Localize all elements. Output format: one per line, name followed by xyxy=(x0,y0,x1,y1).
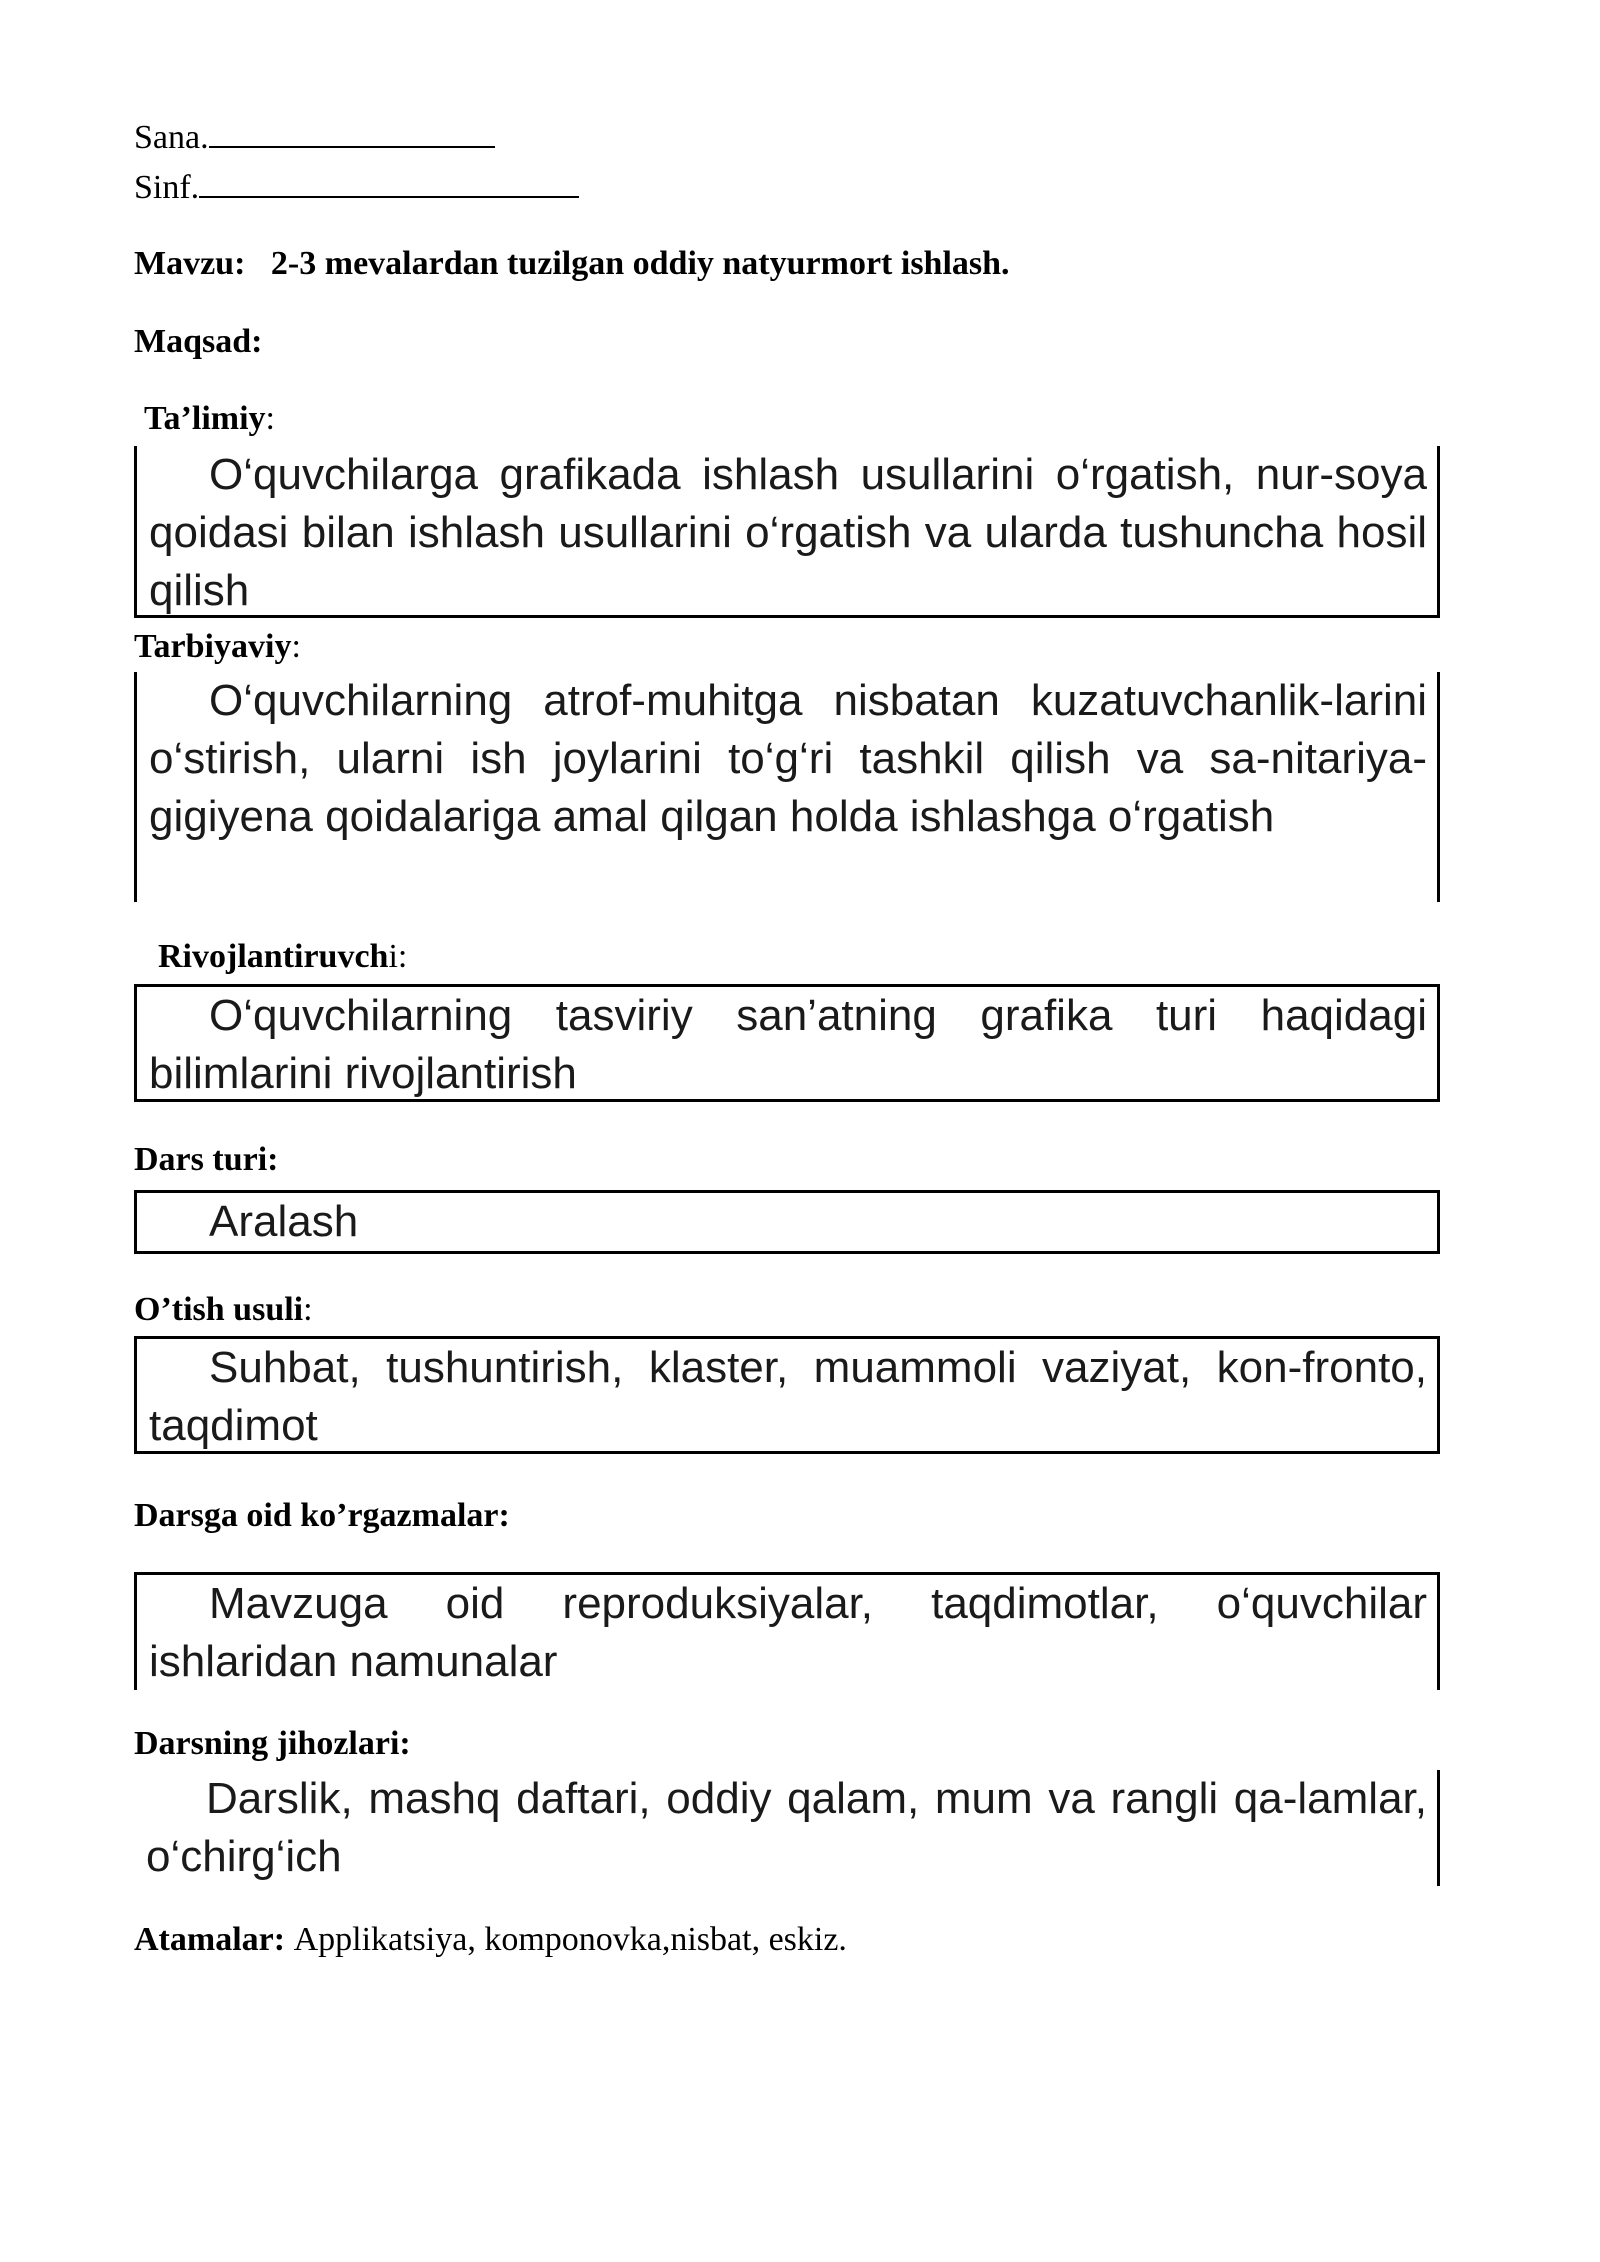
rivojlantiruvchi-label: Rivojlantiruvch xyxy=(158,938,389,975)
tarbiyaviy-text: O‘quvchilarning atrof-muhitga nisbatan kuzatuvchanlik-larini o‘stirish, ularni ish joylarini to‘g‘ri tashkil qilish va sa-nitariya-gigiyena qoidalariga amal qilgan holda ishlashga o‘rgatish xyxy=(149,676,1427,841)
otish-usuli-label: O’tish usuli xyxy=(134,1291,304,1328)
korgazmalar-heading xyxy=(134,1494,510,1538)
tarbiyaviy-box xyxy=(134,672,1440,902)
tarbiyaviy-label: Tarbiyaviy xyxy=(134,628,292,665)
otish-usuli-colon: : xyxy=(303,1291,313,1328)
talimiy-box xyxy=(134,446,1440,618)
talimiy-heading xyxy=(144,397,275,441)
mavzu-label: Mavzu: xyxy=(134,245,246,282)
maqsad-label: Maqsad: xyxy=(134,323,263,360)
atamalar-line xyxy=(134,1918,847,1962)
maqsad-line xyxy=(134,320,262,364)
talimiy-colon: : xyxy=(265,400,275,437)
korgazmalar-box xyxy=(134,1572,1440,1690)
talimiy-label: Ta’limiy xyxy=(144,400,266,437)
rivojlantiruvchi-text: O‘quvchilarning tasviriy san’atning grafika turi haqidagi bilimlarini rivojlantirish xyxy=(149,991,1427,1098)
dars-turi-heading xyxy=(134,1138,278,1182)
sinf-line xyxy=(134,166,579,210)
sana-line xyxy=(134,116,495,160)
sinf-label: Sinf. xyxy=(134,169,200,206)
korgazmalar-label: Darsga oid ko’rgazmalar: xyxy=(134,1497,510,1534)
jihozlar-heading xyxy=(134,1722,411,1766)
mavzu-text: 2-3 mevalardan tuzilgan oddiy natyurmort ishlash. xyxy=(270,245,1010,282)
otish-usuli-box xyxy=(134,1336,1440,1454)
korgazmalar-text: Mavzuga oid reproduksiyalar, taqdimotlar, o‘quvchilar ishlaridan namunalar xyxy=(149,1579,1427,1686)
rivojlantiruvchi-heading xyxy=(158,935,407,979)
dars-turi-box xyxy=(134,1190,1440,1254)
rivojlantiruvchi-label-tail: i: xyxy=(388,938,408,975)
tarbiyaviy-colon: : xyxy=(291,628,301,665)
tarbiyaviy-heading xyxy=(134,625,301,669)
otish-usuli-heading xyxy=(134,1288,313,1332)
dars-turi-text: Aralash xyxy=(209,1197,359,1246)
atamalar-text: Applikatsiya, komponovka,nisbat, eskiz. xyxy=(293,1921,847,1958)
rivojlantiruvchi-box xyxy=(134,984,1440,1102)
sinf-blank xyxy=(199,166,579,198)
dars-turi-label: Dars turi: xyxy=(134,1141,279,1178)
jihozlar-text: Darslik, mashq daftari, oddiy qalam, mum va rangli qa-lamlar, o‘chirg‘ich xyxy=(146,1774,1427,1881)
jihozlar-box xyxy=(134,1770,1440,1886)
jihozlar-label: Darsning jihozlari: xyxy=(134,1725,411,1762)
atamalar-label: Atamalar: xyxy=(134,1921,286,1958)
sana-label: Sana. xyxy=(134,119,209,156)
otish-usuli-text: Suhbat, tushuntirish, klaster, muammoli vaziyat, kon-fronto, taqdimot xyxy=(149,1343,1427,1450)
sana-blank xyxy=(209,116,495,148)
talimiy-text: O‘quvchilarga grafikada ishlash usullarini o‘rgatish, nur-soya qoidasi bilan ishlash usullarini o‘rgatish va ularda tushuncha hosil qilish xyxy=(149,450,1427,615)
mavzu-line xyxy=(134,242,1010,286)
